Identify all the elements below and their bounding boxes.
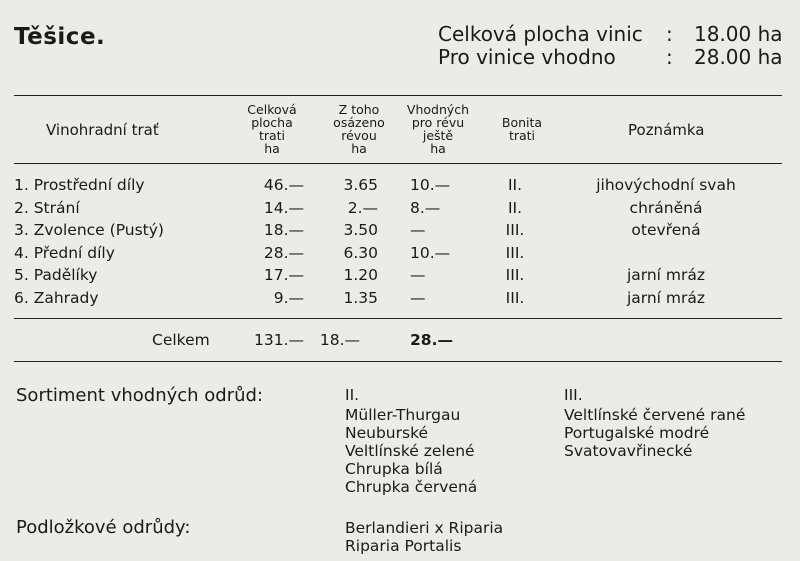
table-cell-note: otevřená [631,221,701,239]
table-cell-bonita: II. [507,176,523,194]
total-area-value: 18.00 ha [694,22,783,46]
table-cell-planted: 1.35 [343,288,378,307]
suitable-area-value: 28.00 ha [694,45,783,69]
col-header-bonita: Bonita trati [501,115,543,143]
total-row-suitable: 28.— [410,331,453,349]
table-cell-total: 9.— [273,288,304,307]
table-cell-bonita: III. [505,266,525,284]
table-cell-suitable: 10.— [410,243,451,262]
assortment-group-iii-heading: III. [564,386,583,404]
total-area-label: Celková plocha vinic [438,22,643,46]
total-row-label: Celkem [152,331,210,349]
table-cell-bonita: II. [507,198,523,217]
table-cell-total: 17.— [263,266,304,284]
col-header-planted: Z toho osázeno révou ha [333,102,385,156]
table-cell-note: jihovýchodní svah [596,176,736,194]
col-header-name: Vinohradní trať [46,121,159,139]
table-cell-suitable: — [410,288,426,307]
table-cell-note: jarní mráz [626,266,706,284]
total-area-sep: : [666,22,673,46]
col-header-note: Poznámka [628,121,705,139]
list-item: Svatovavřinecké [564,442,693,460]
list-item: Müller-Thurgau [345,406,461,424]
table-cell-total: 28.— [263,243,304,262]
col-header-total: Celková plocha trati ha [247,102,297,156]
table-cell-planted: 1.20 [343,266,378,284]
table-cell-name: 5. Padělíky [14,266,98,284]
suitable-area-sep: : [666,45,673,69]
list-item: Riparia Portalis [345,537,462,555]
table-bottom-rule [14,361,782,362]
table-cell-note: jarní mráz [626,288,706,307]
rootstock-label: Podložkové odrůdy: [16,517,191,538]
table-cell-suitable: 8.— [410,198,441,217]
table-cell-planted: 2.— [347,198,378,217]
list-item: Veltlínské zelené [345,442,475,460]
suitable-area-label: Pro vinice vhodno [438,45,616,69]
table-cell-suitable: — [410,266,426,284]
assortment-group-ii [345,386,477,496]
table-cell-total: 46.— [263,176,304,194]
table-cell-bonita: III. [505,243,525,262]
list-item: Chrupka bílá [345,460,443,478]
table-cell-name: 2. Strání [14,198,80,217]
table-cell-planted: 3.65 [343,176,378,194]
table-cell-suitable: — [410,221,426,239]
list-item: Berlandieri x Riparia [345,519,504,537]
col-header-suitable: Vhodných pro révu ještě ha [406,102,470,156]
list-item: Neuburské [345,424,429,442]
page-title: Těšice. [14,24,106,50]
table-header-rule [14,163,782,164]
rootstock-list [345,519,503,555]
table-cell-name: 3. Zvolence (Pustý) [14,221,164,239]
table-cell-note: chráněná [629,198,703,217]
table-cell-name: 6. Zahrady [14,288,99,307]
table-cell-bonita: III. [505,221,525,239]
list-item: Veltlínské červené rané [564,406,746,424]
table-cell-planted: 6.30 [343,243,378,262]
assortment-label: Sortiment vhodných odrůd: [16,385,264,406]
assortment-group-iii [564,386,745,460]
table-cell-total: 18.— [263,221,304,239]
table-top-rule [14,95,782,96]
table-cell-name: 1. Prostřední díly [14,176,145,194]
table-cell-bonita: III. [505,288,525,307]
total-row-total: 131.— [254,331,305,349]
table-body-rule [14,318,782,319]
table-cell-name: 4. Přední díly [14,243,115,262]
assortment-group-ii-heading: II. [345,386,360,404]
table-cell-total: 14.— [263,198,304,217]
table-cell-planted: 3.50 [343,221,378,239]
list-item: Chrupka červená [345,478,478,496]
total-row-planted: 18.— [319,331,360,349]
list-item: Portugalské modré [564,424,710,442]
table-cell-suitable: 10.— [410,176,451,194]
